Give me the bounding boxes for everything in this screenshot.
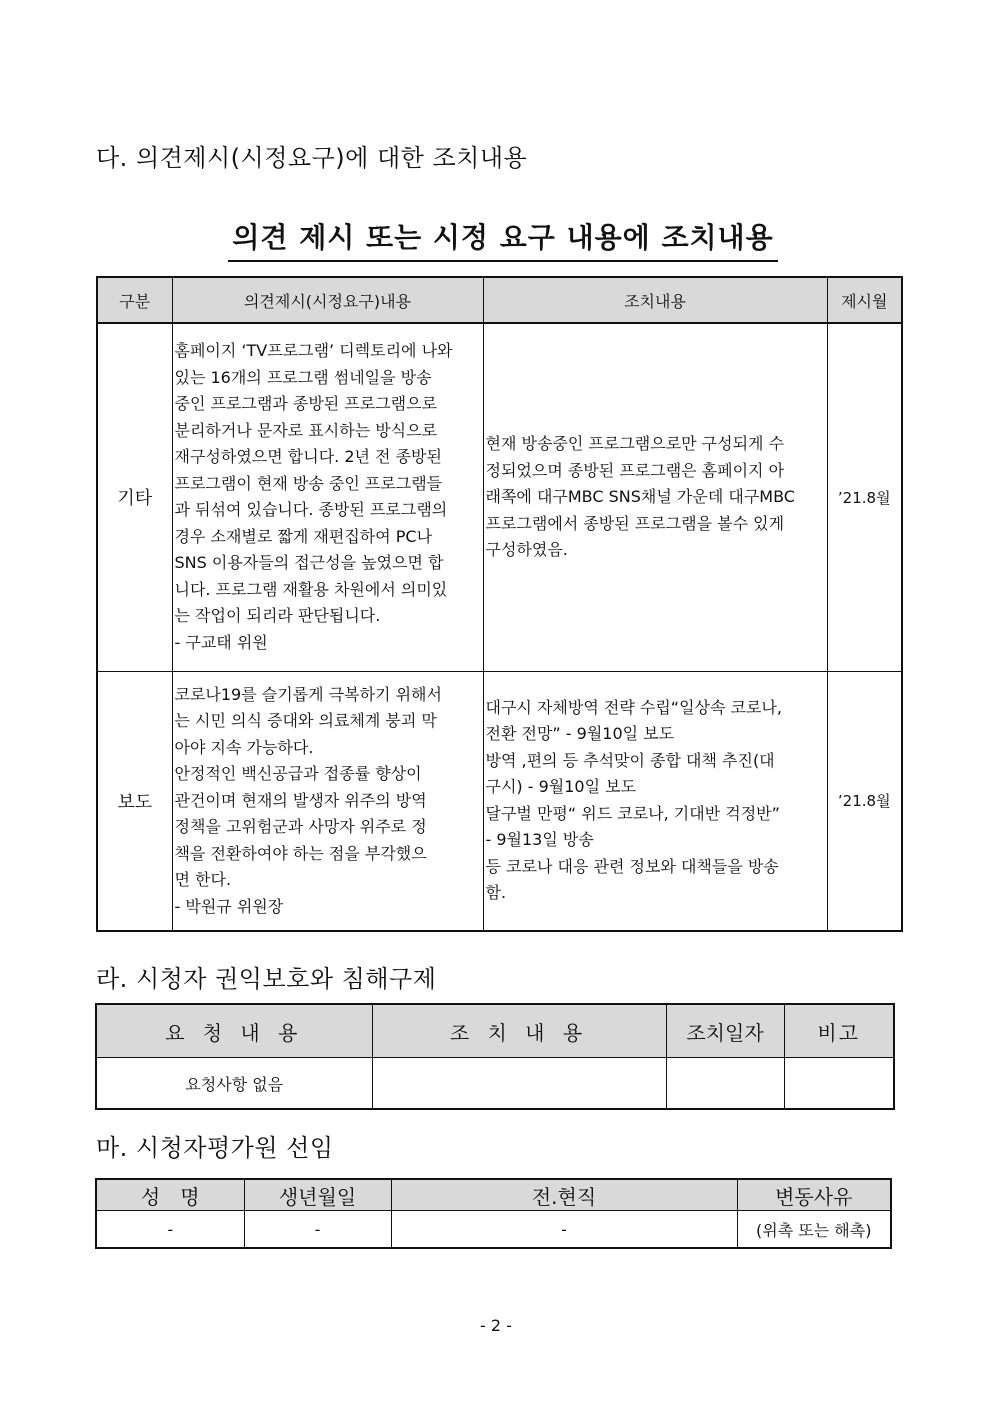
table-row — [96, 1058, 894, 1110]
text-line: 코로나19를 슬기롭게 극복하기 위해서 — [174, 684, 442, 704]
text-line: 프로그램이 현재 방송 중인 프로그램들 — [174, 473, 443, 493]
text-line: 안정적인 백신공급과 접종률 향상이 — [174, 764, 422, 783]
row-category: 기타 — [97, 323, 172, 671]
text-line: 래쪽에 대구MBC SNS채널 가운데 대구MBC — [485, 487, 795, 506]
opinion-table — [96, 276, 903, 932]
text-line: - 9월13일 방송 — [485, 830, 594, 850]
header-opinion: 의견제시(시정요구)내용 — [172, 277, 483, 323]
text-line: 정되었으며 종방된 프로그램은 홈페이지 아 — [485, 460, 785, 480]
text-line: 관건이며 현재의 발생자 위주의 방역 — [174, 790, 427, 810]
text-line: 등 코로나 대응 관련 정보와 대책들을 방송 — [485, 856, 779, 876]
header-request: 요 청 내 용 — [96, 1004, 372, 1058]
header-birthdate: 생년월일 — [244, 1179, 391, 1211]
text-line: SNS 이용자들의 접근성을 높였으면 합 — [174, 553, 444, 573]
rights-table-header — [96, 1004, 894, 1058]
text-line: 니다. 프로그램 재활용 차원에서 의미있 — [174, 579, 448, 599]
header-action: 조치내용 — [483, 277, 827, 323]
row-category: 보도 — [97, 671, 172, 931]
header-action: 조 치 내 용 — [372, 1004, 666, 1058]
text-line: 프로그램에서 종방된 프로그램을 볼수 있게 — [485, 513, 785, 533]
rights-table — [95, 1003, 895, 1110]
cell-position: - — [391, 1211, 737, 1249]
table-row — [97, 323, 902, 671]
text-line: 구성하였음. — [485, 540, 568, 559]
text-line: 전환 전망” - 9월10일 보도 — [485, 724, 675, 744]
text-line: 정책을 고위험군과 사망자 위주로 정 — [174, 817, 427, 836]
cell-action-date — [666, 1058, 784, 1110]
text-line: 방역 ,편의 등 추석맞이 종합 대책 추진(대 — [485, 750, 775, 770]
text-line: 대구시 자체방역 전략 수립“일상속 코로나, — [485, 697, 782, 717]
evaluator-table-header — [96, 1179, 891, 1211]
text-line: - 구교태 위원 — [174, 632, 268, 652]
header-category: 구분 — [97, 277, 172, 323]
section-e-title: 마. 시청자평가원 선임 — [96, 1134, 334, 1162]
header-change-reason: 변동사유 — [737, 1179, 891, 1211]
section-d-title: 라. 시청자 권익보호와 침해구제 — [96, 965, 437, 993]
text-line: 함. — [485, 883, 507, 903]
text-line: 아야 지속 가능하다. — [174, 737, 314, 757]
text-line: 있는 16개의 프로그램 썸네일을 방송 — [174, 367, 432, 387]
cell-change-reason: (위촉 또는 해촉) — [737, 1211, 891, 1249]
main-title: 의견 제시 또는 시정 요구 내용에 조치내용 — [228, 216, 778, 262]
text-line: 재구성하였으면 합니다. 2년 전 종방된 — [174, 447, 442, 467]
text-line: 중인 프로그램과 종방된 프로그램으로 — [174, 394, 438, 414]
cell-request: 요청사항 없음 — [96, 1058, 372, 1110]
row-month: ’21.8월 — [827, 671, 902, 931]
row-action — [483, 671, 827, 931]
header-action-date: 조치일자 — [666, 1004, 784, 1058]
header-remarks: 비고 — [784, 1004, 894, 1058]
header-name: 성 명 — [96, 1179, 244, 1211]
page-number: - 2 - — [480, 1316, 512, 1335]
text-line: 과 뒤섞여 있습니다. 종방된 프로그램의 — [174, 500, 448, 520]
row-opinion — [172, 671, 483, 931]
header-month: 제시월 — [827, 277, 902, 323]
row-action — [483, 323, 827, 671]
text-line: 현재 방송중인 프로그램으로만 구성되게 수 — [485, 434, 785, 453]
text-line: 책을 전환하여야 하는 점을 부각했으 — [174, 843, 427, 863]
table-row — [97, 671, 902, 931]
text-line: 홈페이지 ‘TV프로그램’ 디렉토리에 나와 — [174, 341, 453, 361]
cell-action — [372, 1058, 666, 1110]
row-month: ’21.8월 — [827, 323, 902, 671]
text-line: 는 작업이 되리라 판단됩니다. — [174, 606, 381, 626]
row-opinion — [172, 323, 483, 671]
table-row — [96, 1211, 891, 1249]
text-line: 분리하거나 문자로 표시하는 방식으로 — [174, 420, 438, 440]
text-line: 는 시민 의식 증대와 의료체계 붕괴 막 — [174, 711, 437, 730]
cell-birthdate: - — [244, 1211, 391, 1249]
cell-name: - — [96, 1211, 244, 1249]
text-line: 구시) - 9월10일 보도 — [485, 777, 637, 797]
section-c-title: 다. 의견제시(시정요구)에 대한 조치내용 — [96, 144, 528, 172]
cell-remarks — [784, 1058, 894, 1110]
text-line: 달구벌 만평“ 위드 코로나, 기대반 걱정반” — [485, 803, 780, 823]
text-line: 경우 소재별로 짧게 재편집하여 PC나 — [174, 526, 433, 546]
text-line: - 박원규 위원장 — [174, 896, 284, 916]
evaluator-table — [95, 1178, 892, 1249]
opinion-table-header — [97, 277, 902, 323]
text-line: 면 한다. — [174, 870, 232, 889]
header-position: 전.현직 — [391, 1179, 737, 1211]
